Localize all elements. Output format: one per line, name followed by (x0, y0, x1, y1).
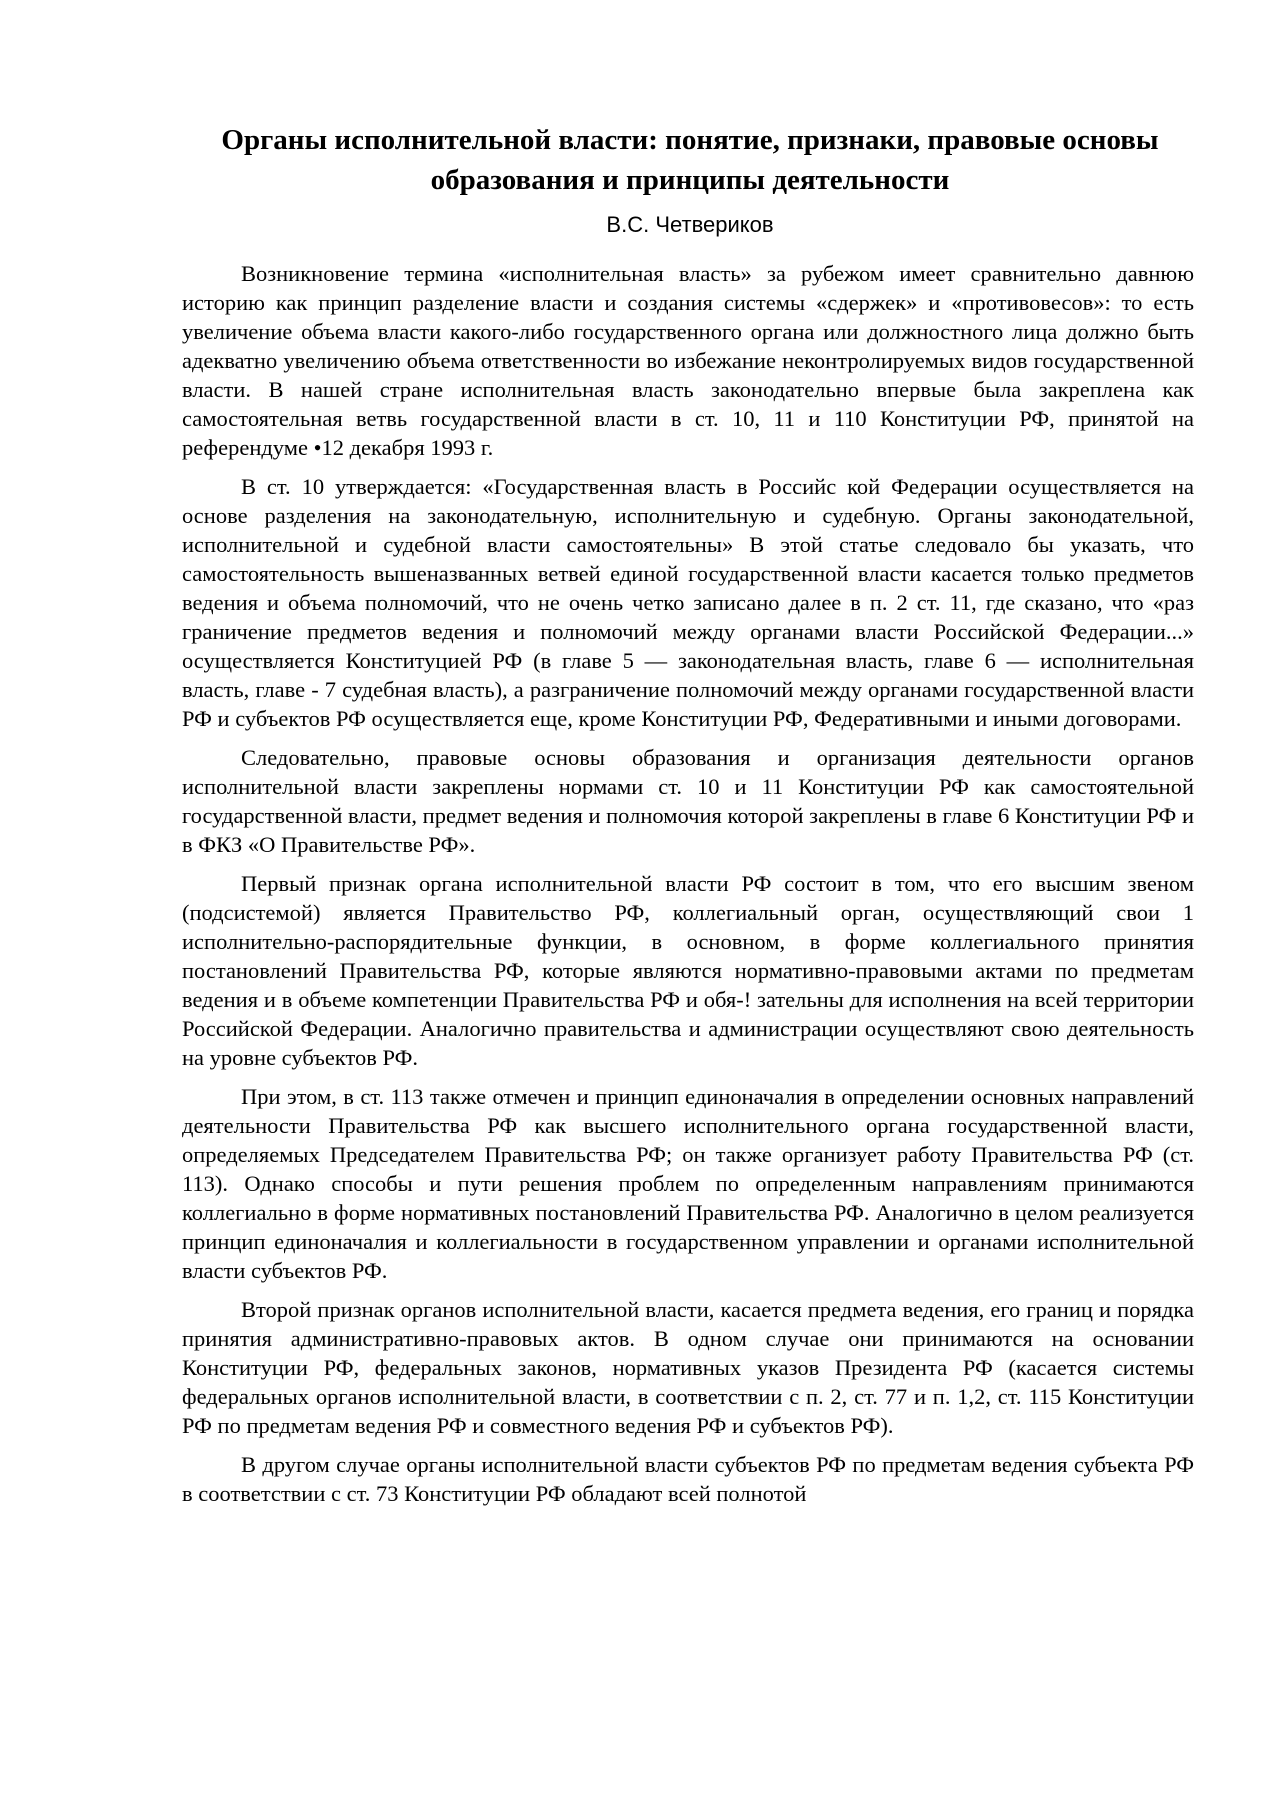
paragraph-5: При этом, в ст. 113 также отмечен и принцип единоначалия в определении основных направлений деятельности Правительства РФ как высшего исполнительного органа государственной власти, определяемых Председателем Правительства РФ; он также организует работу Правительства РФ (ст. 113). Однако способы и пути решения проблем по определенным направлениям принимаются коллегиально в форме нормативных постановлений Правительства РФ. Аналогично в целом реализуется принцип единоначалия и коллегиальности в государственном управлении и органами исполнительной власти субъектов РФ. (182, 1084, 1194, 1283)
paragraph-7: В другом случае органы исполнительной власти субъектов РФ по предметам ведения субъекта РФ в соответствии с ст. 73 Конституции РФ обладают всей полнотой (182, 1452, 1194, 1506)
document-title: Органы исполнительной власти: понятие, признаки, правовые основы образования и принципы деятельности (221, 124, 1159, 196)
paragraph-1: Возникновение термина «исполнительная власть» за рубежом имеет сравнительно давнюю историю как принцип разделение власти и создания системы «сдержек» и «противовесов»: то есть увеличение объема власти какого-либо государственного органа или должностного лица должно быть адекватно увеличению объема ответственности во избежание неконтролируемых видов государственной власти. В нашей стране исполнительная власть законодательно впервые была закреплена как самостоятельная ветвь государственной власти в ст. 10, 11 и 110 Конституции РФ, принятой на референдуме •12 декабря 1993 г. (182, 261, 1194, 460)
document-author: В.С. Четвериков (606, 212, 774, 237)
paragraph-2: В ст. 10 утверждается: «Государственная власть в Российс кой Федерации осуществляется на основе разделения на законодательную, исполнительную и судебную. Органы законодательной, исполнительной и судебной власти самостоятельны» В этой статье следовало бы указать, что самостоятельность вышеназванных ветвей единой государственной власти касается только предметов ведения и объема полномочий, что не очень четко записано далее в п. 2 ст. 11, где сказано, что «раз граничение предметов ведения и полномочий между органами власти Российской Федерации...» осуществляется Конституцией РФ (в главе 5 — законодательная власть, главе 6 — исполнительная власть, главе - 7 судебная власть), а разграничение полномочий между органами государственной власти РФ и субъектов РФ осуществляется еще, кроме Конституции РФ, Федеративными и иными договорами. (182, 474, 1194, 731)
paragraph-6: Второй признак органов исполнительной власти, касается предмета ведения, его границ и порядка принятия административно-правовых актов. В одном случае они принимаются на основании Конституции РФ, федеральных законов, нормативных указов Президента РФ (касается системы федеральных органов исполнительной власти, в соответствии с п. 2, ст. 77 и п. 1,2, ст. 115 Конституции РФ по предметам ведения РФ и совместного ведения РФ и субъектов РФ). (182, 1297, 1194, 1438)
paragraph-3: Следовательно, правовые основы образования и организация деятельности органов исполнительной власти закреплены нормами ст. 10 и 11 Конституции РФ как самостоятельной государственной власти, предмет ведения и полномочия которой закреплены в главе 6 Конституции РФ и в ФКЗ «О Правительстве РФ». (182, 745, 1194, 857)
paragraph-4: Первый признак органа исполнительной власти РФ состоит в том, что его высшим звеном (подсистемой) является Правительство РФ, коллегиальный орган, осуществляющий свои 1 исполнительно-распорядительные функции, в основном, в форме коллегиального принятия постановлений Правительства РФ, которые являются нормативно-правовыми актами по предметам ведения и в объеме компетенции Правительства РФ и обя-! зательны для исполнения на всей территории Российской Федерации. Аналогично правительства и администрации осуществляют свою деятельность на уровне субъектов РФ. (182, 871, 1194, 1070)
document-body (182, 259, 1194, 1518)
